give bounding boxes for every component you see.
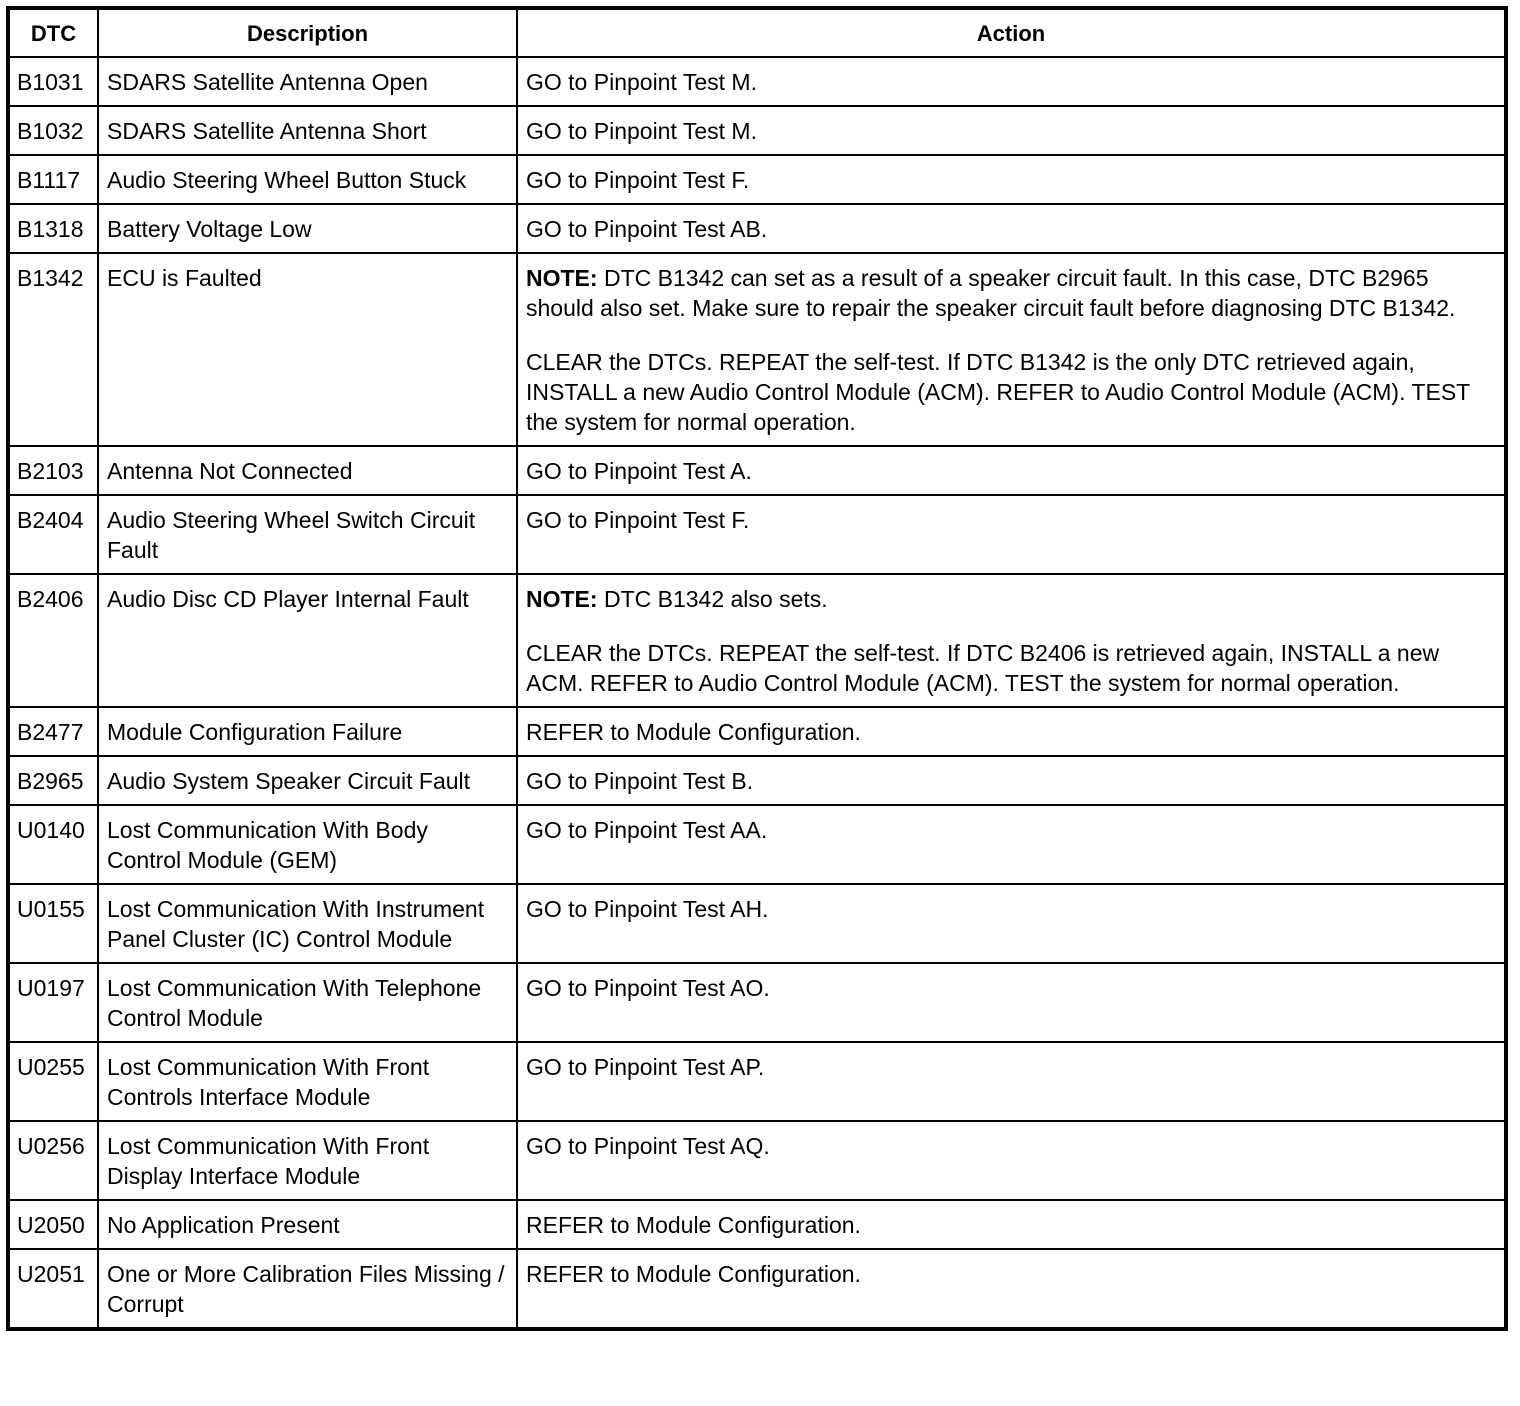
dtc-code: U2050 (8, 1200, 98, 1249)
table-row (8, 805, 1506, 884)
dtc-code: B1342 (8, 253, 98, 446)
dtc-description: Audio Steering Wheel Switch Circuit Fault (98, 495, 517, 574)
dtc-code: B2406 (8, 574, 98, 707)
header-dtc: DTC (8, 8, 98, 57)
dtc-description: SDARS Satellite Antenna Short (98, 106, 517, 155)
note-text: DTC B1342 can set as a result of a speaker circuit fault. In this case, DTC B2965 should also set. Make sure to repair the speaker circuit fault before diagnosing DTC B1342. (526, 265, 1456, 321)
dtc-code: U0255 (8, 1042, 98, 1121)
table-row (8, 756, 1506, 805)
dtc-action (517, 253, 1506, 446)
dtc-code: U0256 (8, 1121, 98, 1200)
note-text: DTC B1342 also sets. (597, 586, 828, 612)
dtc-table (6, 6, 1508, 1331)
table-row (8, 963, 1506, 1042)
dtc-code: B2103 (8, 446, 98, 495)
dtc-action: GO to Pinpoint Test F. (517, 155, 1506, 204)
dtc-description: No Application Present (98, 1200, 517, 1249)
dtc-action (517, 574, 1506, 707)
dtc-description: Battery Voltage Low (98, 204, 517, 253)
dtc-code: B1318 (8, 204, 98, 253)
table-row (8, 1249, 1506, 1329)
dtc-code: B1117 (8, 155, 98, 204)
dtc-code: B1032 (8, 106, 98, 155)
dtc-code: B1031 (8, 57, 98, 106)
dtc-description: Audio System Speaker Circuit Fault (98, 756, 517, 805)
dtc-code: U0155 (8, 884, 98, 963)
dtc-description: One or More Calibration Files Missing / Corrupt (98, 1249, 517, 1329)
table-header (8, 8, 1506, 57)
dtc-action: REFER to Module Configuration. (517, 707, 1506, 756)
dtc-code: B2404 (8, 495, 98, 574)
table-row (8, 446, 1506, 495)
table-row (8, 707, 1506, 756)
note-label: NOTE: (526, 586, 598, 612)
dtc-description: Audio Disc CD Player Internal Fault (98, 574, 517, 707)
dtc-code: B2477 (8, 707, 98, 756)
dtc-description: Lost Communication With Front Display Interface Module (98, 1121, 517, 1200)
dtc-action: REFER to Module Configuration. (517, 1200, 1506, 1249)
header-action: Action (517, 8, 1506, 57)
note-paragraph (526, 263, 1496, 323)
dtc-action: GO to Pinpoint Test F. (517, 495, 1506, 574)
header-description: Description (98, 8, 517, 57)
dtc-description: Audio Steering Wheel Button Stuck (98, 155, 517, 204)
dtc-code: U0140 (8, 805, 98, 884)
table-row (8, 57, 1506, 106)
table-row (8, 1042, 1506, 1121)
table-row (8, 253, 1506, 446)
dtc-description: Lost Communication With Telephone Control Module (98, 963, 517, 1042)
table-row (8, 106, 1506, 155)
table-row (8, 1121, 1506, 1200)
dtc-description: Antenna Not Connected (98, 446, 517, 495)
dtc-action: GO to Pinpoint Test B. (517, 756, 1506, 805)
dtc-code: B2965 (8, 756, 98, 805)
table-row (8, 574, 1506, 707)
dtc-code: U2051 (8, 1249, 98, 1329)
table-row (8, 204, 1506, 253)
dtc-description: Lost Communication With Front Controls Interface Module (98, 1042, 517, 1121)
dtc-code: U0197 (8, 963, 98, 1042)
note-paragraph (526, 584, 1496, 614)
table-row (8, 1200, 1506, 1249)
dtc-action: GO to Pinpoint Test AQ. (517, 1121, 1506, 1200)
dtc-action: GO to Pinpoint Test AH. (517, 884, 1506, 963)
dtc-action: GO to Pinpoint Test AO. (517, 963, 1506, 1042)
header-row (8, 8, 1506, 57)
dtc-action: GO to Pinpoint Test AB. (517, 204, 1506, 253)
dtc-description: Lost Communication With Instrument Panel Cluster (IC) Control Module (98, 884, 517, 963)
action-paragraph: CLEAR the DTCs. REPEAT the self-test. If DTC B2406 is retrieved again, INSTALL a new ACM. REFER to Audio Control Module (ACM). TEST the system for normal operation. (526, 640, 1440, 696)
dtc-action: GO to Pinpoint Test AP. (517, 1042, 1506, 1121)
dtc-action: GO to Pinpoint Test AA. (517, 805, 1506, 884)
dtc-description: ECU is Faulted (98, 253, 517, 446)
dtc-action: GO to Pinpoint Test M. (517, 106, 1506, 155)
table-row (8, 495, 1506, 574)
table-row (8, 884, 1506, 963)
note-label: NOTE: (526, 265, 598, 291)
table-body (8, 57, 1506, 1329)
dtc-action: GO to Pinpoint Test M. (517, 57, 1506, 106)
dtc-action: GO to Pinpoint Test A. (517, 446, 1506, 495)
dtc-description: Module Configuration Failure (98, 707, 517, 756)
table-row (8, 155, 1506, 204)
action-paragraph: CLEAR the DTCs. REPEAT the self-test. If DTC B1342 is the only DTC retrieved again, INSTALL a new Audio Control Module (ACM). REFER to Audio Control Module (ACM). TEST the system for normal operation. (526, 349, 1470, 435)
dtc-description: Lost Communication With Body Control Module (GEM) (98, 805, 517, 884)
dtc-action: REFER to Module Configuration. (517, 1249, 1506, 1329)
dtc-description: SDARS Satellite Antenna Open (98, 57, 517, 106)
